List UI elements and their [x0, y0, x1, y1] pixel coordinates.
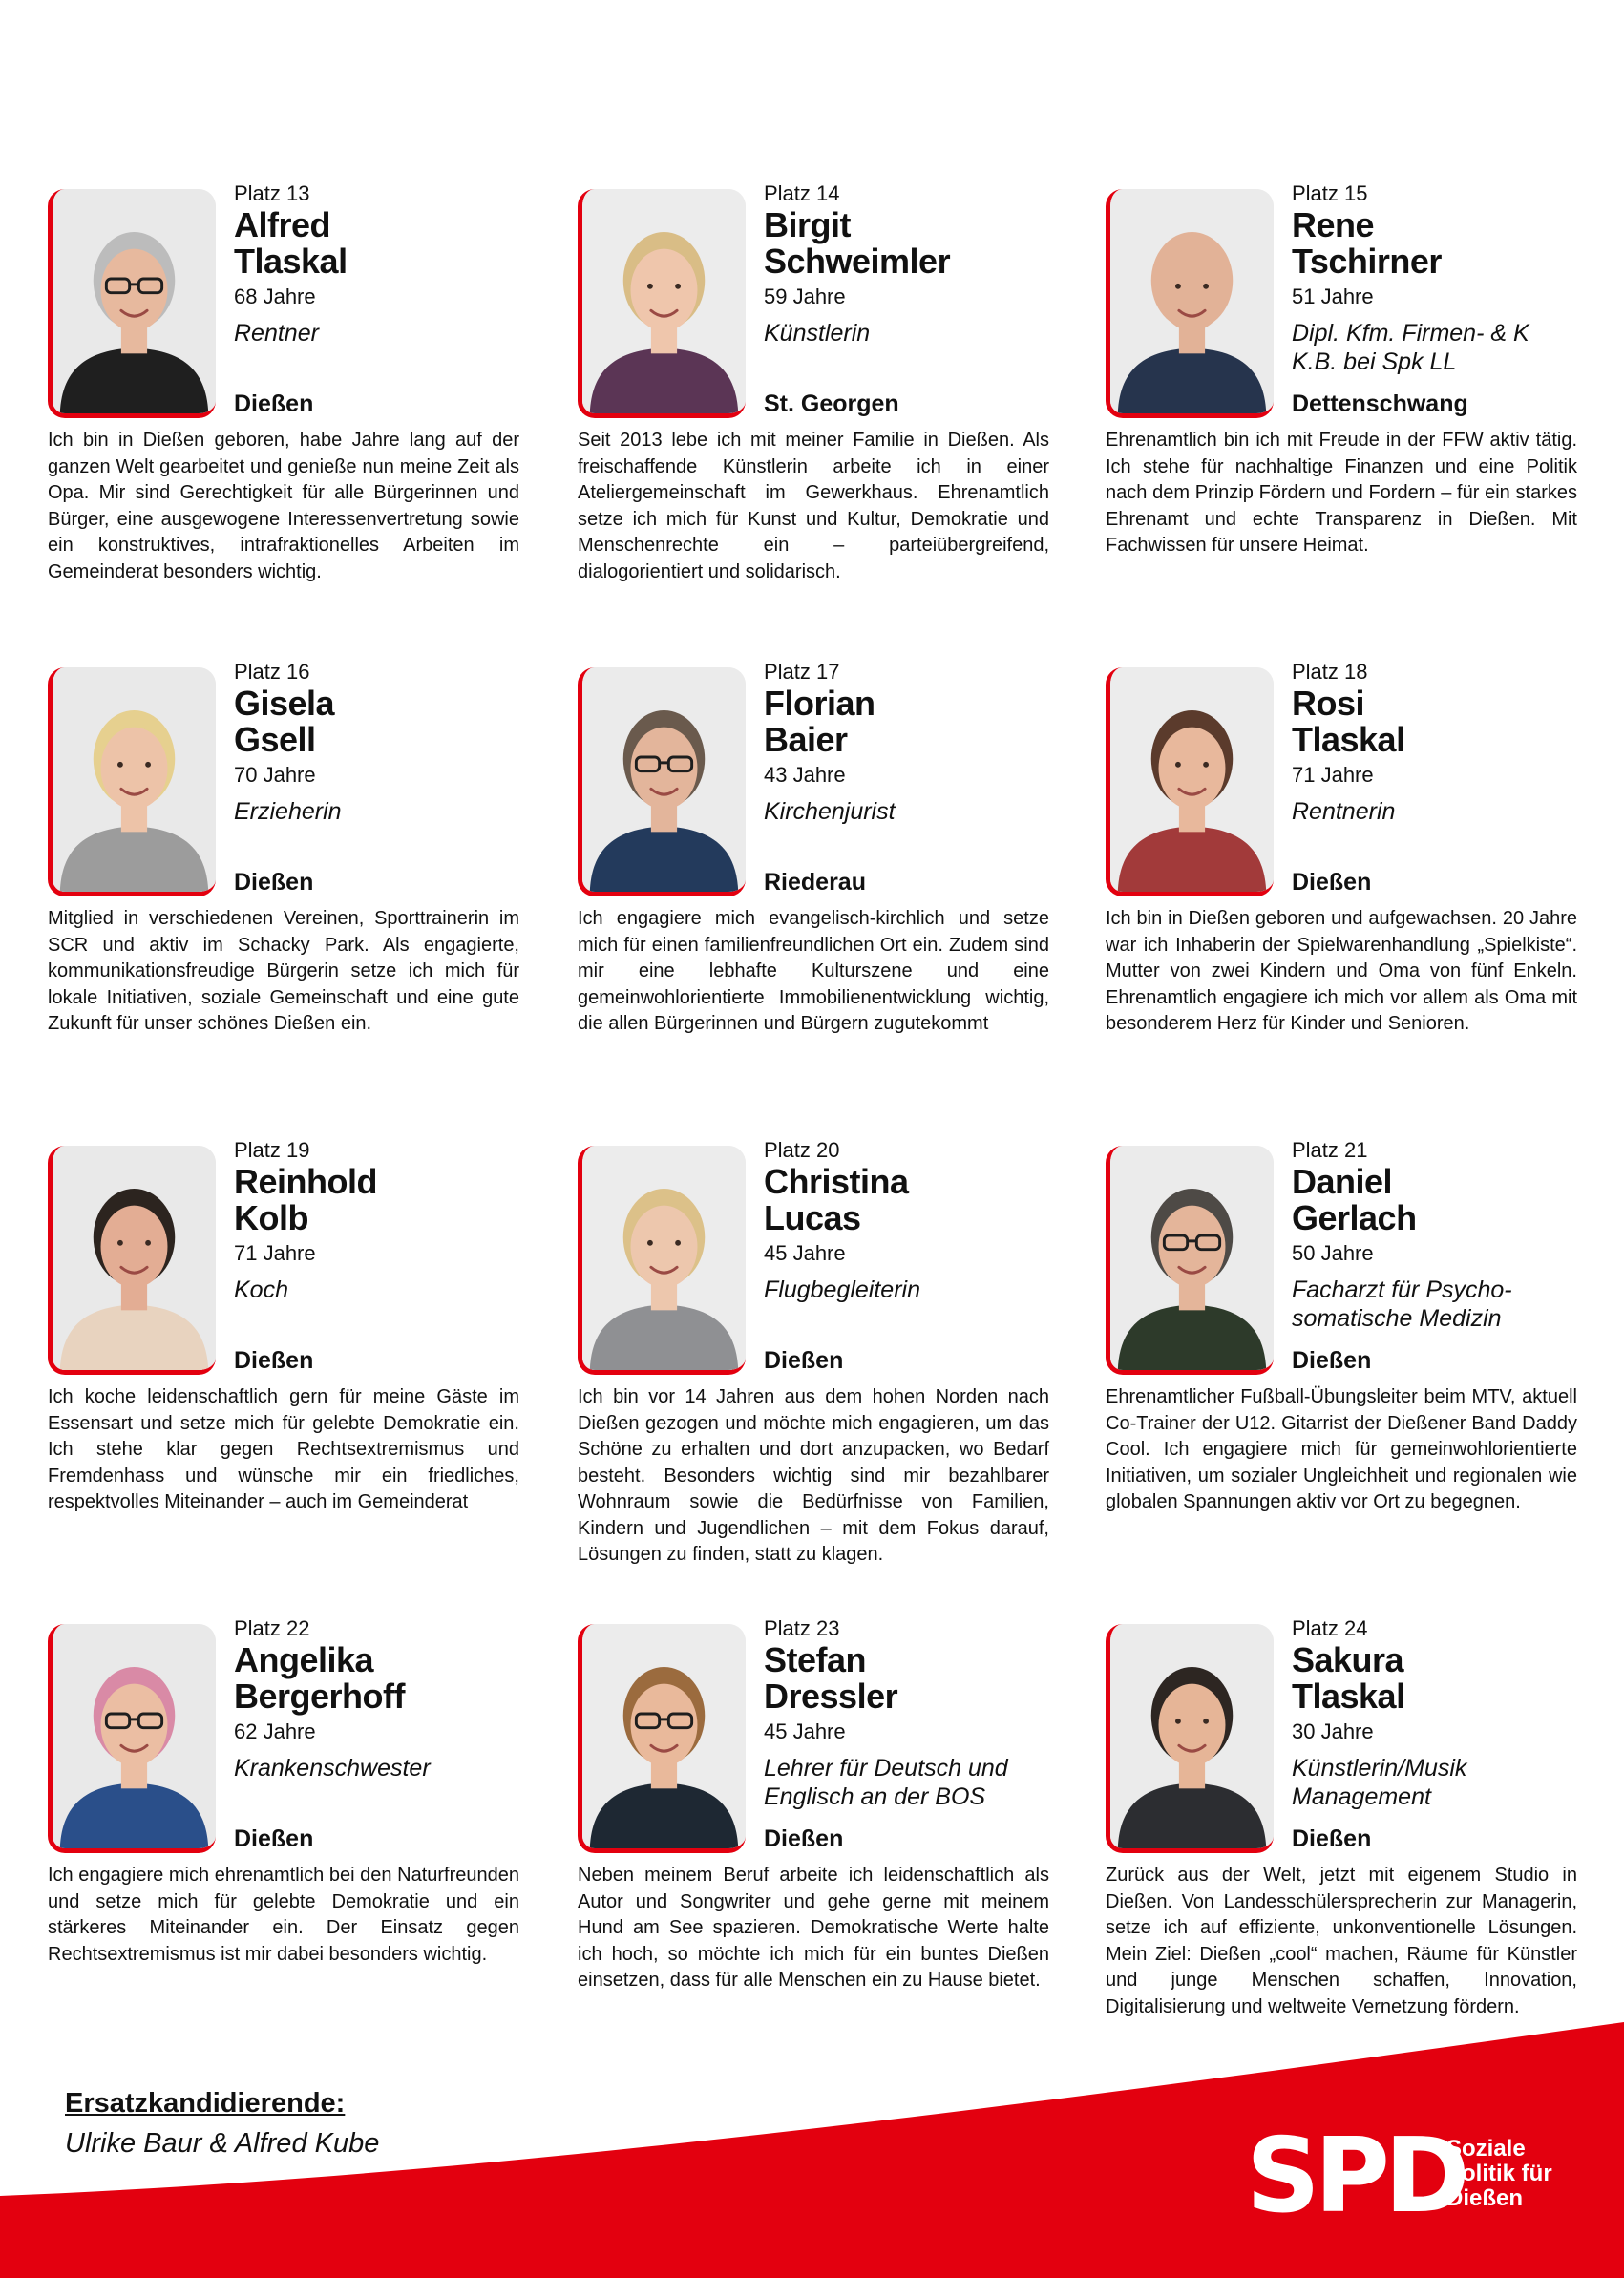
list-position: Platz 21 [1292, 1138, 1368, 1162]
first-name: Daniel [1292, 1162, 1393, 1201]
portrait-eye [647, 284, 653, 289]
place: Dießen [234, 1825, 314, 1852]
list-position: Platz 23 [764, 1616, 840, 1640]
occupation: Rentner [234, 320, 319, 347]
portrait-face [631, 249, 698, 331]
candidate-photo [1106, 189, 1274, 418]
candidate-info [234, 1136, 520, 1375]
age: 71 Jahre [1292, 763, 1374, 787]
portrait-face [631, 1684, 698, 1766]
occupation: Künstlerin [764, 320, 871, 347]
occupation: Lehrer für Deutsch und Englisch an der BOS [764, 1755, 1008, 1810]
portrait-eye [1203, 1719, 1209, 1724]
portrait-eye [117, 1240, 123, 1246]
candidate-info [764, 179, 1050, 418]
age: 70 Jahre [234, 763, 316, 787]
first-name: Angelika [234, 1640, 374, 1679]
portrait-face [1159, 249, 1226, 331]
portrait-eye [1203, 762, 1209, 768]
portrait-face [101, 1684, 168, 1766]
candidate-photo [48, 1146, 216, 1375]
age: 45 Jahre [764, 1241, 846, 1265]
candidate-row [48, 179, 1577, 658]
first-name: Florian [764, 684, 875, 723]
portrait-illustration [582, 1624, 746, 1848]
portrait-face [1159, 1684, 1226, 1766]
portrait-illustration [1110, 1146, 1274, 1370]
candidate-bio: Mitglied in verschiedenen Vereinen, Sporttrainerin im SCR und aktiv im Schacky Park. Als engagierte, kommunikationsfreudige Bürgerin setze ich mich für lokale Initiativen, soziale Gemeinschaft und eine gute Zukunft für unser schönes Dießen ein. [48, 908, 519, 1034]
candidate-photo [578, 189, 746, 418]
portrait-eye [1175, 1719, 1181, 1724]
portrait-face [631, 1206, 698, 1288]
portrait-illustration [53, 189, 216, 413]
age: 50 Jahre [1292, 1241, 1374, 1265]
list-position: Platz 15 [1292, 181, 1368, 205]
first-name: Reinhold [234, 1162, 377, 1201]
candidate-bio: Zurück aus der Welt, jetzt mit eigenem Studio in Dießen. Von Landesschülersprecherin zur Managerin, setze ich auf effiziente, unkonventionelle Lösungen. Mein Ziel: Dießen „cool“ machen, Räume für Künstler und junge Menschen schaffen, Innovation, Digitalisierung und weltweite Vernetzung fördern. [1106, 1865, 1577, 2017]
occupation: Künstlerin/Musik Management [1292, 1755, 1467, 1810]
candidate-card [1106, 658, 1577, 1136]
place: Dießen [764, 1825, 844, 1852]
candidate-info [1292, 1136, 1578, 1375]
last-name: Tlaskal [1292, 720, 1405, 759]
candidate-info [1292, 658, 1578, 896]
place: Dießen [234, 390, 314, 417]
last-name: Kolb [234, 1198, 308, 1237]
place: Riederau [764, 869, 866, 896]
portrait-eye [1175, 284, 1181, 289]
place: Dettenschwang [1292, 390, 1468, 417]
portrait-illustration [582, 189, 746, 413]
candidate-bio: Ich koche leidenschaftlich gern für meine Gäste im Essensart und setze mich für gelebte Demokratie ein. Ich stehe klar gegen Rechtsextremismus und Fremdenhass und wünsche mir ein friedliches, respektvolles Miteinander – auch im Gemeinderat [48, 1386, 519, 1512]
place: Dießen [1292, 1347, 1372, 1374]
last-name: Tschirner [1292, 242, 1442, 281]
candidate-bio: Ich bin vor 14 Jahren aus dem hohen Norden nach Dießen gezogen und möchte mich engagieren, um das Schöne zu erhalten und dort anzupacken, wo Bedarf besteht. Besonders wichtig sind mir bezahlbarer Wohnraum sowie die Bedürfnisse von Familien, Kindern und Jugendlichen – mit dem Fokus darauf, Lösungen zu finden, statt zu klagen. [578, 1386, 1049, 1565]
candidate-grid [48, 179, 1577, 2093]
last-name: Tlaskal [1292, 1677, 1405, 1716]
candidate-photo [578, 1624, 746, 1853]
occupation: Koch [234, 1276, 288, 1303]
place: St. Georgen [764, 390, 899, 417]
first-name: Sakura [1292, 1640, 1404, 1679]
first-name: Rene [1292, 205, 1375, 244]
list-position: Platz 16 [234, 660, 310, 684]
candidate-bio: Ich engagiere mich ehrenamtlich bei den Naturfreunden und setze mich für gelebte Demokratie und ein stärkeres Miteinander ein. Der Einsatz gegen Rechtsextremismus ist mir dabei besonders wichtig. [48, 1865, 519, 1965]
portrait-eye [117, 762, 123, 768]
first-name: Gisela [234, 684, 335, 723]
age: 30 Jahre [1292, 1719, 1374, 1743]
candidate-card [1106, 179, 1577, 658]
candidate-row [48, 1136, 1577, 1614]
occupation: Dipl. Kfm. Firmen- & K K.B. bei Spk LL [1292, 320, 1529, 375]
occupation: Krankenschwester [234, 1755, 431, 1782]
candidate-photo [578, 667, 746, 896]
portrait-face [631, 728, 698, 810]
candidate-card [48, 658, 519, 1136]
portrait-eye [1175, 762, 1181, 768]
candidate-bio: Ich bin in Dießen geboren, habe Jahre lang auf der ganzen Welt gearbeitet und genieße nun meine Zeit als Opa. Mir sind Gerechtigkeit für alle Bürgerinnen und Bürger, eine ausgewogene Interessenvertretung sowie ein konstruktives, intrafraktionelles Arbeiten im Gemeinderat besonders wichtig. [48, 430, 519, 582]
list-position: Platz 19 [234, 1138, 310, 1162]
first-name: Alfred [234, 205, 331, 244]
last-name: Gsell [234, 720, 316, 759]
place: Dießen [234, 869, 314, 896]
substitutes-heading: Ersatzkandidierende: [65, 2088, 346, 2119]
portrait-eye [675, 1240, 681, 1246]
first-name: Stefan [764, 1640, 867, 1679]
age: 59 Jahre [764, 285, 846, 308]
candidate-photo [48, 189, 216, 418]
candidate-photo [1106, 1146, 1274, 1375]
candidate-info [764, 658, 1050, 896]
candidate-info [1292, 1614, 1578, 1853]
candidate-info [234, 658, 520, 896]
list-position: Platz 17 [764, 660, 840, 684]
candidate-photo [1106, 667, 1274, 896]
candidate-info [1292, 179, 1578, 418]
candidate-row [48, 658, 1577, 1136]
candidate-card [48, 1136, 519, 1614]
candidate-info [234, 179, 520, 418]
last-name: Dressler [764, 1677, 898, 1716]
last-name: Schweimler [764, 242, 951, 281]
portrait-illustration [582, 1146, 746, 1370]
place: Dießen [234, 1347, 314, 1374]
spd-logo: SPD [1246, 2117, 1465, 2236]
portrait-face [101, 1206, 168, 1288]
portrait-illustration [1110, 1624, 1274, 1848]
list-position: Platz 18 [1292, 660, 1368, 684]
place: Dießen [1292, 869, 1372, 896]
list-position: Platz 24 [1292, 1616, 1368, 1640]
portrait-illustration [582, 667, 746, 892]
party-slogan [1446, 2137, 1552, 2211]
last-name: Lucas [764, 1198, 861, 1237]
portrait-illustration [53, 1146, 216, 1370]
portrait-face [101, 728, 168, 810]
candidate-info [764, 1136, 1050, 1375]
portrait-face [1159, 1206, 1226, 1288]
last-name: Bergerhoff [234, 1677, 406, 1716]
candidate-photo [48, 667, 216, 896]
candidate-info [234, 1614, 520, 1853]
slogan-line: Dießen [1446, 2185, 1524, 2211]
age: 43 Jahre [764, 763, 846, 787]
candidate-photo [1106, 1624, 1274, 1853]
portrait-eye [1203, 284, 1209, 289]
occupation: Flugbegleiterin [764, 1276, 920, 1303]
portrait-face [1159, 728, 1226, 810]
candidate-card [578, 1136, 1049, 1614]
portrait-illustration [53, 1624, 216, 1848]
occupation: Facharzt für Psycho-somatische Medizin [1292, 1276, 1512, 1332]
candidate-card [1106, 1136, 1577, 1614]
occupation: Rentnerin [1292, 798, 1396, 825]
first-name: Rosi [1292, 684, 1365, 723]
portrait-face [101, 249, 168, 331]
candidate-card [578, 179, 1049, 658]
candidate-bio: Neben meinem Beruf arbeite ich leidenschaftlich als Autor und Songwriter und gehe gerne mit meinem Hund am See spazieren. Demokratische Werte halte ich hoch, so möchte ich mich für ein buntes Dießen einsetzen, dass für alle Menschen ein zu Hause bietet. [578, 1865, 1049, 1991]
slogan-line: Soziale [1446, 2136, 1526, 2162]
age: 45 Jahre [764, 1719, 846, 1743]
candidate-card [48, 179, 519, 658]
age: 68 Jahre [234, 285, 316, 308]
portrait-eye [675, 284, 681, 289]
list-position: Platz 13 [234, 181, 310, 205]
portrait-eye [145, 762, 151, 768]
portrait-eye [647, 1240, 653, 1246]
candidate-info [764, 1614, 1050, 1853]
candidate-photo [48, 1624, 216, 1853]
first-name: Christina [764, 1162, 909, 1201]
candidate-bio: Ehrenamtlicher Fußball-Übungsleiter beim MTV, aktuell Co-Trainer der U12. Gitarrist der Dießener Band Daddy Cool. Ich engagiere mich für gemeinwohlorientierte Initiativen, um sozialer Ungleichheit und regionalen wie globalen Spannungen aktiv vor Ort zu begegnen. [1106, 1386, 1577, 1512]
candidate-card [578, 658, 1049, 1136]
candidate-bio: Ich bin in Dießen geboren und aufgewachsen. 20 Jahre war ich Inhaberin der Spielwarenhandlung „Spielkiste“. Mutter von zwei Kindern und Oma von fünf Enkeln. Ehrenamtlich engagiere ich mich vor allem als Oma mit besonderem Herz für Kinder und Senioren. [1106, 908, 1577, 1034]
place: Dießen [764, 1347, 844, 1374]
first-name: Birgit [764, 205, 851, 244]
slogan-line: Politik für [1446, 2161, 1552, 2186]
occupation: Erzieherin [234, 798, 342, 825]
portrait-eye [145, 1240, 151, 1246]
portrait-illustration [1110, 667, 1274, 892]
candidate-bio: Ich engagiere mich evangelisch-kirchlich und setze mich für einen familienfreundlichen Ort ein. Zudem sind mir eine lebhafte Kulturszene und eine gemeinwohlorientierte Immobilienentwicklung wichtig, die allen Bürgerinnen und Bürgern zugutekommt [578, 908, 1049, 1034]
substitutes-names: Ulrike Baur & Alfred Kube [65, 2128, 380, 2159]
place: Dießen [1292, 1825, 1372, 1852]
age: 51 Jahre [1292, 285, 1374, 308]
list-position: Platz 22 [234, 1616, 310, 1640]
age: 62 Jahre [234, 1719, 316, 1743]
portrait-illustration [1110, 189, 1274, 413]
age: 71 Jahre [234, 1241, 316, 1265]
candidate-bio: Ehrenamtlich bin ich mit Freude in der FFW aktiv tätig. Ich stehe für nachhaltige Finanzen und eine Politik nach dem Prinzip Fördern und Fordern – für ein starkes Ehrenamt und echte Transparenz in Dießen. Mit Fachwissen für unsere Heimat. [1106, 430, 1577, 556]
last-name: Baier [764, 720, 848, 759]
last-name: Tlaskal [234, 242, 348, 281]
footer [0, 2005, 1624, 2278]
portrait-illustration [53, 667, 216, 892]
candidate-photo [578, 1146, 746, 1375]
candidate-bio: Seit 2013 lebe ich mit meiner Familie in Dießen. Als freischaffende Künstlerin arbeite ich in einer Ateliergemeinschaft im Gewerkhaus. Ehrenamtlich setze ich mich für Kunst und Kultur, Demokratie und Menschenrechte ein – parteiübergreifend, dialogorientiert und solidarisch. [578, 430, 1049, 582]
list-position: Platz 14 [764, 181, 840, 205]
occupation: Kirchenjurist [764, 798, 896, 825]
last-name: Gerlach [1292, 1198, 1417, 1237]
list-position: Platz 20 [764, 1138, 840, 1162]
